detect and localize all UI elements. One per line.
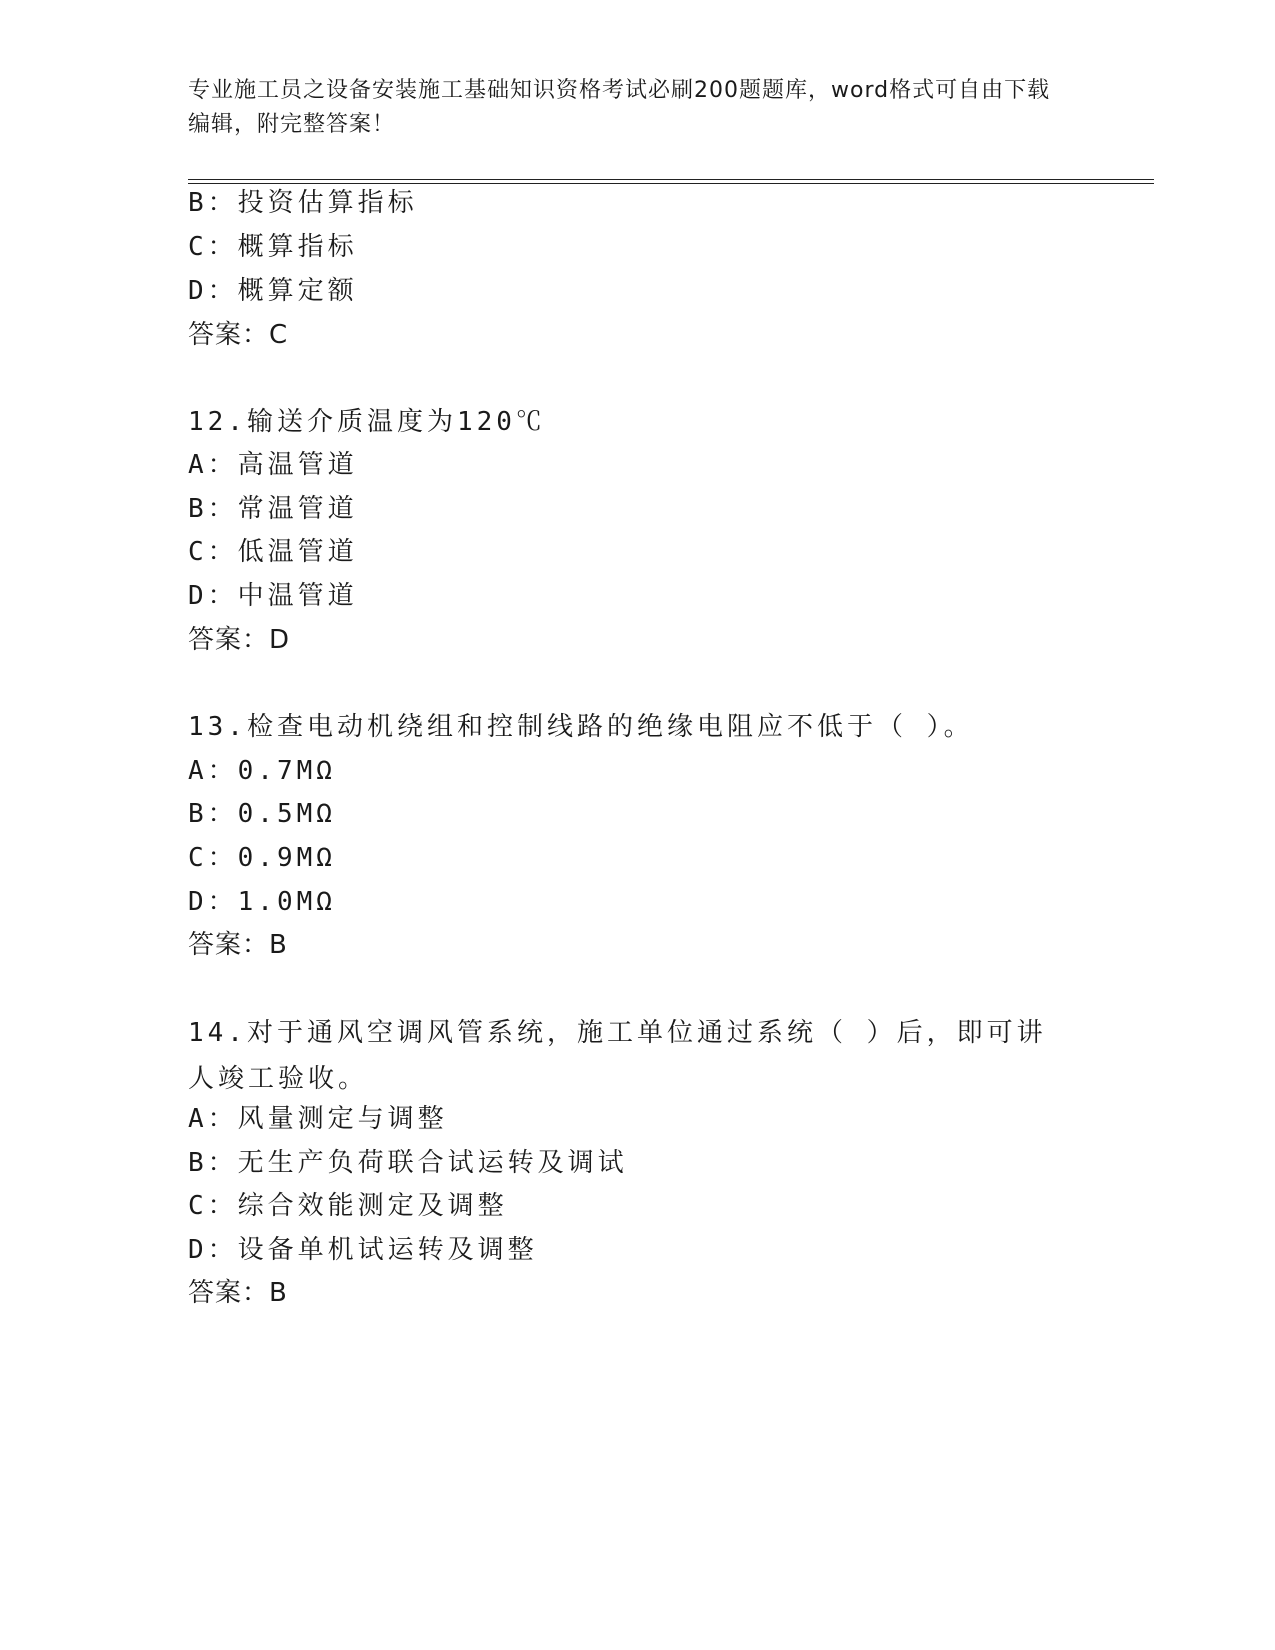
q14-option-a: A：风量测定与调整	[188, 1104, 448, 1134]
q14-option-c: C：综合效能测定及调整	[188, 1191, 508, 1221]
prev-option-d: D：概算定额	[188, 276, 358, 306]
q14-answer: 答案：B	[188, 1278, 288, 1308]
q13-option-c: C：0.9MΩ	[188, 843, 336, 873]
q13-stem: 13.检查电动机绕组和控制线路的绝缘电阻应不低于（ ）。	[188, 712, 974, 742]
q12-option-b: B：常温管道	[188, 494, 358, 524]
header-divider-bottom	[188, 183, 1154, 184]
q13-answer: 答案：B	[188, 930, 288, 960]
prev-option-b: B：投资估算指标	[188, 188, 418, 218]
q13-option-d: D：1.0MΩ	[188, 887, 336, 917]
q12-answer: 答案：D	[188, 625, 291, 655]
prev-answer: 答案：C	[188, 320, 289, 350]
q13-option-a: A：0.7MΩ	[188, 756, 336, 786]
q12-option-a: A：高温管道	[188, 450, 358, 480]
q14-option-b: B：无生产负荷联合试运转及调试	[188, 1148, 628, 1178]
q14-stem: 14.对于通风空调风管系统，施工单位通过系统（ ）后，即可讲人竣工验收。	[188, 1018, 1047, 1094]
header-divider-top	[188, 179, 1154, 180]
q12-stem: 12.输送介质温度为120℃	[188, 407, 546, 437]
document-header: 专业施工员之设备安装施工基础知识资格考试必刷200题题库，word格式可自由下载编辑，附完整答案！	[188, 78, 1051, 137]
q12-option-d: D：中温管道	[188, 581, 358, 611]
prev-option-c: C：概算指标	[188, 232, 358, 262]
q12-option-c: C：低温管道	[188, 537, 358, 567]
q14-option-d: D：设备单机试运转及调整	[188, 1235, 538, 1265]
q13-option-b: B：0.5MΩ	[188, 799, 336, 829]
